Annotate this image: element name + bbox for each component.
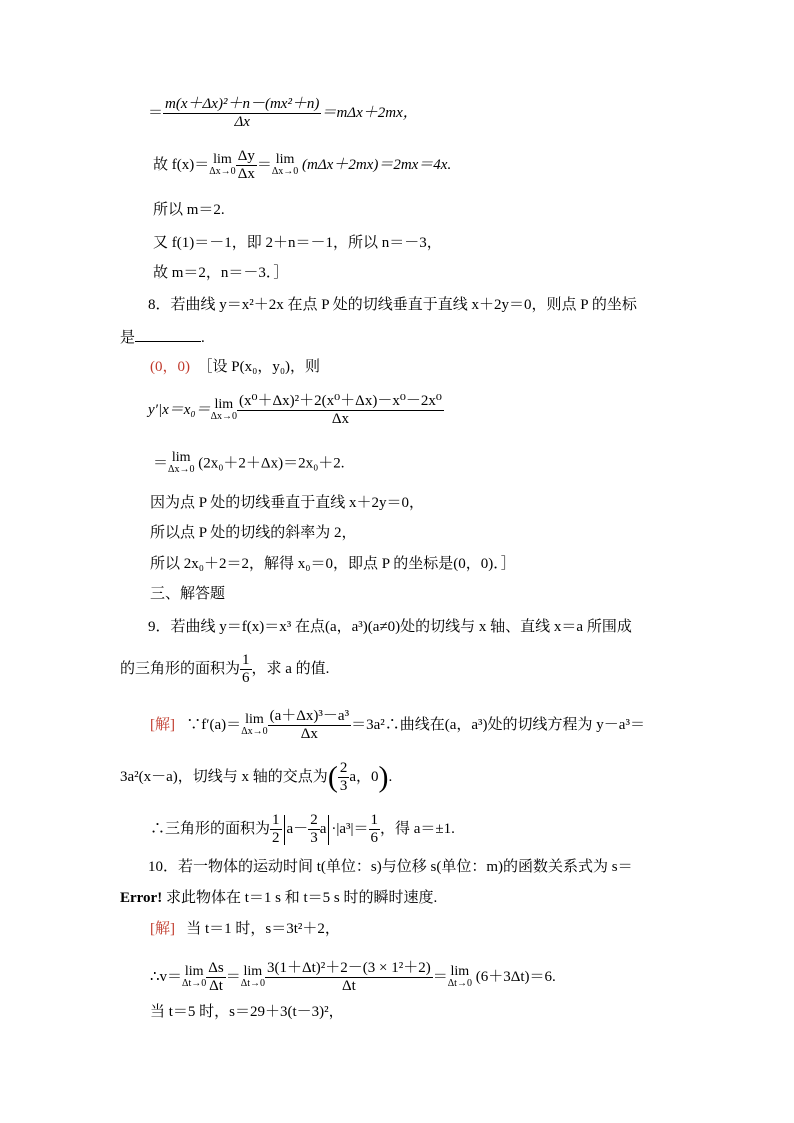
lim-text: lim <box>243 963 263 979</box>
text: (6＋3Δt)＝6. <box>471 968 556 985</box>
lim-text: lim <box>184 963 204 979</box>
lim-text: lim <box>275 151 295 167</box>
rhs: (2x₀＋2＋Δx)＝2x₀＋2. <box>194 455 345 472</box>
answer-8-line-3 <box>153 452 345 476</box>
denominator: Δt <box>206 977 225 995</box>
answer-value: (0，0) <box>150 359 190 375</box>
text: 当 t＝1 时，s＝3t²＋2， <box>186 921 340 937</box>
numerator: 2 <box>310 812 318 828</box>
text-line: 所以 2x₀＋2＝2，解得 x₀＝0，即点 P 的坐标是(0，0)．］ <box>150 556 516 572</box>
denominator: Δx <box>268 725 351 743</box>
numerator: 1 <box>370 812 379 828</box>
text: . <box>388 768 393 785</box>
lim-subscript: Δt→0 <box>240 977 265 989</box>
denominator: Δx <box>163 113 321 131</box>
text: . <box>201 330 205 346</box>
lim-text: lim <box>245 711 264 727</box>
answer-10-line-1 <box>150 920 340 938</box>
denominator: Δt <box>265 977 433 995</box>
numerator: 2 <box>339 760 348 776</box>
question-10-line-2 <box>120 889 437 907</box>
text-line: 所以 m＝2. <box>153 202 225 218</box>
text-line: 因为点 P 处的切线垂直于直线 x＋2y＝0， <box>150 495 425 511</box>
text-line: 当 t＝5 时，s＝29＋3(t－3)²， <box>150 1004 344 1020</box>
equation-line-1 <box>148 96 418 131</box>
fraction <box>369 812 381 847</box>
numerator: m(x＋Δx)²＋n－(mx²＋n) <box>165 96 320 112</box>
text: ，求 a 的值. <box>251 660 330 677</box>
fraction <box>268 708 351 743</box>
left-paren: ( <box>327 760 338 794</box>
equals-sign: ＝ <box>432 968 448 985</box>
fraction <box>240 652 252 687</box>
text: 是 <box>120 330 136 346</box>
limit <box>271 151 299 178</box>
limit <box>209 151 236 178</box>
denominator: Δx <box>237 166 255 182</box>
fraction <box>338 760 350 795</box>
fraction <box>308 812 320 847</box>
abs-bar <box>328 815 329 845</box>
lim-text: lim <box>450 963 470 979</box>
lim-text: lim <box>213 151 232 167</box>
equals-sign: ＝ <box>153 455 169 472</box>
lim-subscript: Δx→0 <box>271 165 299 177</box>
text-line: 所以点 P 处的切线的斜率为 2， <box>150 525 357 541</box>
question-9-line-2 <box>120 652 329 687</box>
lim-subscript: Δt→0 <box>447 977 472 989</box>
lim-text: lim <box>171 450 191 465</box>
denominator: 6 <box>242 670 250 686</box>
numerator: (x⁰＋Δx)²＋2(x⁰＋Δx)－x⁰－2x⁰ <box>239 393 442 409</box>
fraction <box>270 812 282 847</box>
fraction <box>237 393 444 428</box>
lim-text: lim <box>214 396 234 412</box>
numerator: 1 <box>272 812 280 828</box>
right-hand-side: ＝mΔx＋2mx， <box>321 104 418 121</box>
error-text: Error! <box>120 890 163 906</box>
section-heading: 三、解答题 <box>150 586 226 602</box>
text: ∴v＝ <box>150 968 183 985</box>
lhs: y′|x＝x₀＝ <box>148 401 211 418</box>
fraction <box>206 960 225 995</box>
text: ·|a³|＝ <box>331 820 369 837</box>
lim-subscript: Δt→0 <box>182 977 207 989</box>
text: 3a²(x－a)，切线与 x 轴的交点为 <box>120 768 328 785</box>
denominator: Δx <box>237 410 444 428</box>
solution-tag: [解] <box>150 716 175 733</box>
limit <box>447 963 472 990</box>
question-10-line-1: 10．若一物体的运动时间 t(单位：s)与位移 s(单位：m)的函数关系式为 s＝ <box>148 859 633 875</box>
numerator: 3(1＋Δt)²＋2－(3 × 1²＋2) <box>266 960 431 976</box>
fraction <box>163 96 321 131</box>
equals-sign: ＝ <box>225 968 241 985</box>
text-line: 又 f(1)＝－1，即 2＋n＝－1，所以 n＝－3， <box>153 235 442 251</box>
fraction <box>236 148 257 183</box>
denominator: 3 <box>339 778 348 794</box>
limit <box>168 452 194 476</box>
text: ，得 a＝±1. <box>380 820 455 837</box>
denominator: 3 <box>310 830 318 846</box>
text: ∵f′(a)＝ <box>186 716 242 733</box>
numerator: Δs <box>208 960 224 976</box>
answer-9-line-3 <box>150 812 455 847</box>
numerator: (a＋Δx)³－a³ <box>269 708 350 724</box>
lim-subscript: Δx→0 <box>209 165 236 177</box>
equals-sign: ＝ <box>148 104 164 121</box>
abs-bar <box>284 815 285 845</box>
lim-subscript: Δx→0 <box>241 725 268 737</box>
numerator: 1 <box>242 652 250 668</box>
question-9-line-1: 9．若曲线 y＝f(x)＝x³ 在点(a，a³)(a≠0)处的切线与 x 轴、直线 x＝a 所围成 <box>148 619 632 635</box>
text: ∴三角形的面积为 <box>150 820 271 837</box>
answer-8-line-1 <box>150 358 320 376</box>
limit <box>182 963 207 990</box>
right-hand-side: (mΔx＋2mx)＝2mx＝4x. <box>298 156 452 173</box>
equation-line-2 <box>153 148 451 183</box>
fraction <box>265 960 433 995</box>
solution-tag: [解] <box>150 921 175 937</box>
text: ＝3a²∴曲线在(a，a³)处的切线方程为 y－a³＝ <box>351 716 645 733</box>
question-8-line-1: 8．若曲线 y＝x²＋2x 在点 P 处的切线垂直于直线 x＋2y＝0，则点 P 的坐标 <box>148 297 637 313</box>
answer-8-line-2 <box>148 393 444 428</box>
limit <box>240 963 265 990</box>
answer-10-line-2 <box>150 960 556 995</box>
text: 求此物体在 t＝1 s 和 t＝5 s 时的瞬时速度. <box>162 890 438 906</box>
limit <box>210 396 238 423</box>
limit <box>241 711 268 738</box>
numerator: Δy <box>237 148 255 164</box>
answer-9-line-2 <box>120 760 392 795</box>
lim-subscript: Δx→0 <box>168 464 195 475</box>
text-line: 故 m＝2，n＝－3．］ <box>153 265 289 281</box>
prefix-text: 故 f(x)＝ <box>153 156 210 173</box>
equals-sign: ＝ <box>256 156 272 173</box>
question-8-line-2 <box>120 327 205 347</box>
answer-9-line-1 <box>150 708 645 743</box>
denominator: 2 <box>272 830 280 846</box>
text: 的三角形的面积为 <box>120 660 241 677</box>
text: a，0 <box>349 768 379 785</box>
lim-subscript: Δx→0 <box>210 410 238 422</box>
right-paren: ) <box>378 760 389 794</box>
text: a－ <box>286 820 309 837</box>
denominator: 6 <box>370 830 379 846</box>
text: a <box>319 820 327 837</box>
text: ［设 P(x₀，y₀)，则 <box>197 359 321 375</box>
answer-blank <box>135 327 201 342</box>
